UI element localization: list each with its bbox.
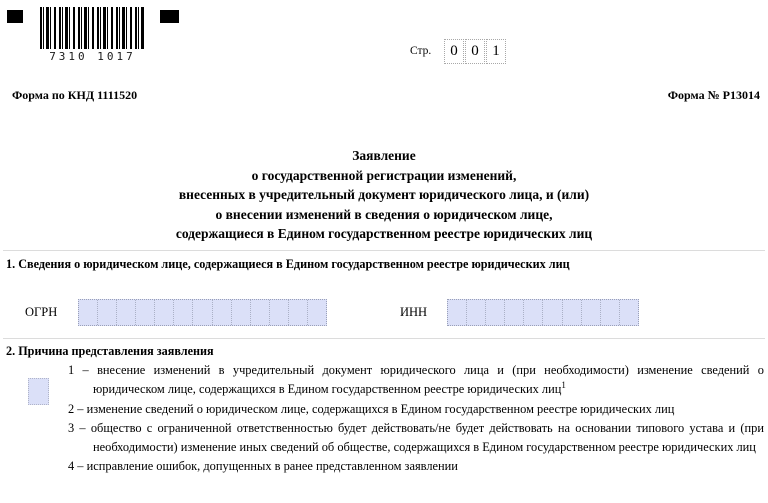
section2-heading: 2. Причина представления заявления [6, 344, 214, 358]
inn-label: ИНН [400, 305, 428, 319]
reason-item-2 [0, 400, 768, 419]
form-title [0, 146, 768, 244]
barcode [40, 7, 145, 49]
page-number-cell[interactable]: 1 [486, 39, 506, 64]
ogrn-label: ОГРН [25, 305, 58, 319]
reason-item-text: изменение сведений о юридическом лице, содержащихся в Едином государственном реестре юридических лиц [86, 401, 675, 416]
knd-code-label: Форма по КНД 1111520 [12, 88, 138, 102]
reason-items-list [0, 361, 768, 477]
reason-item-1 [0, 361, 768, 400]
form-number-label: Форма № Р13014 [667, 88, 760, 102]
reason-item-number: 3 – [68, 420, 86, 435]
reason-item-text: внесение изменений в учредительный документ юридического лица и (при необходимости) изменение сведений о юридическом лице, содержащихся в Едином государственном реестре юридических лиц [93, 363, 764, 397]
form-title-line: содержащиеся в Едином государственном реестре юридических лиц [175, 226, 593, 241]
page-number-cell[interactable]: 0 [444, 39, 464, 64]
ogrn-field[interactable] [78, 299, 327, 326]
reason-item-3 [0, 419, 768, 458]
reason-item-4 [0, 457, 768, 476]
page-number-cell[interactable]: 0 [465, 39, 485, 64]
form-title-line: внесенных в учредительный документ юридического лица, и (или) [178, 187, 590, 202]
section-separator [3, 250, 765, 251]
form-title-line: Заявление [352, 148, 416, 163]
page-number-field [444, 39, 506, 64]
section1-heading: 1. Сведения о юридическом лице, содержащиеся в Едином государственном реестре юридических лиц [6, 257, 570, 271]
page-number-label: Стр. [410, 45, 432, 57]
footnote-marker: 1 [561, 380, 566, 391]
corner-mark-left [7, 10, 23, 23]
section-separator [3, 338, 765, 339]
reason-item-number: 2 – [68, 401, 84, 416]
inn-field[interactable] [447, 299, 639, 326]
reason-item-number: 4 – [68, 459, 84, 474]
reason-item-text: исправление ошибок, допущенных в ранее представленном заявлении [86, 459, 458, 474]
barcode-digits: 7310 1017 [49, 50, 136, 63]
corner-mark-right [160, 10, 179, 23]
form-title-line: о внесении изменений в сведения о юридическом лице, [215, 206, 553, 222]
form-title-line: о государственной регистрации изменений, [251, 167, 517, 183]
reason-item-number: 1 – [68, 363, 89, 377]
reason-item-text: общество с ограниченной ответственностью будет действовать/не будет действовать на основании типового устава и (при необходимости) изменение иных сведений об обществе, содержащихся в Едином государственном реестре юридических лиц [90, 420, 764, 455]
